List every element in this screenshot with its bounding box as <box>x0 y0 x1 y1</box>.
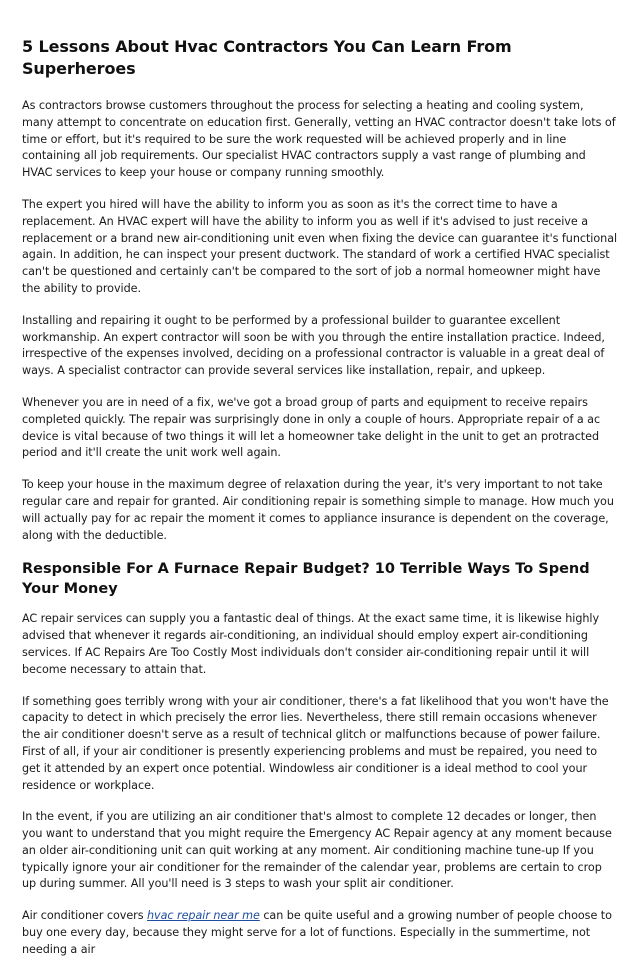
hvac-repair-link[interactable]: hvac repair near me <box>147 909 260 923</box>
paragraph: As contractors browse customers throughout the process for selecting a heating and cooling system, many attempt to concentrate on education first. Generally, vetting an HVAC contractor doesn't take lots of time or effort, but it's required to be sure the work requested will be achieved properly and in line containing all job requirements. Our specialist HVAC contractors supply a vast range of plumbing and HVAC services to keep your house or company running smoothly. <box>22 99 616 180</box>
paragraph: The expert you hired will have the ability to inform you as soon as it's the correct time to have a replacement. An HVAC expert will have the ability to inform you as well if it's advised to just receive a replacement or a brand new air-conditioning unit even when fixing the device can guarantee it's functional again. In addition, he can inspect your present ductwork. The standard of work a certified HVAC specialist can't be questioned and certainly can't be compared to the sort of job a normal homeowner might have the ability to provide. <box>22 197 618 295</box>
paragraph: In the event, if you are utilizing an air conditioner that's almost to complete 12 decades or longer, then you want to understand that you might require the Emergency AC Repair agency at any moment because an older air-conditioning unit can quit working at any moment. Air conditioning machine tune-up If you typically ignore your air conditioner for the remainder of the calendar year, problems are certain to crop up during summer. All you'll need is 3 steps to wash your split air conditioner. <box>22 810 612 891</box>
paragraph: AC repair services can supply you a fantastic deal of things. At the exact same time, it is likewise highly advised that whenever it regards air-conditioning, an individual should employ expert air-conditioning services. If AC Repairs Are Too Costly Most individuals don't consider air-conditioning repair until it will become necessary to attain that. <box>22 612 600 676</box>
section-heading: Responsible For A Furnace Repair Budget? 10 Terrible Ways To Spend Your Money <box>22 561 590 598</box>
paragraph: Whenever you are in need of a fix, we've got a broad group of parts and equipment to receive repairs completed quickly. The repair was surprisingly done in only a couple of hours. Appropriate repair of a ac device is vital because of two things it will let a homeowner take delight in the unit to get an protracted period and it'll create the unit work well again. <box>22 395 601 460</box>
paragraph: To keep your house in the maximum degree of relaxation during the year, it's very important to not take regular care and repair for granted. Air conditioning repair is something simple to manage. How much you will actually pay for ac repair the moment it comes to appliance insurance is dependent on the coverage, along with the deductible. <box>22 478 614 542</box>
paragraph: If something goes terribly wrong with your air conditioner, there's a fat likelihood that you won't have the capacity to detect in which precisely the error lies. Nevertheless, there still remain occasions whenever the air conditioner doesn't serve as a result of technical glitch or malfunctions because of power failure. First of all, if your air conditioner is presently experiencing problems and must be repaired, you need to get it attended by an expert once potential. Windowless air conditioner is a ideal method to cool your residence or workplace. <box>22 694 609 792</box>
paragraph-text-after-link: can be quite useful and a growing number of people choose to buy one every day, because they might serve for a lot of functions. Especially in the summertime, not needing a air <box>22 909 612 956</box>
paragraph-text-before-link: Air conditioner covers <box>22 909 148 923</box>
document-page <box>22 36 618 974</box>
document-title: 5 Lessons About Hvac Contractors You Can Learn From Superheroes <box>22 37 512 78</box>
paragraph: Installing and repairing it ought to be performed by a professional builder to guarantee excellent workmanship. An expert contractor will soon be with you through the entire installation practice. Indeed, irrespective of the expenses involved, deciding on a professional contractor is valuable in a great deal of ways. A specialist contractor can provide several services like installation, repair, and upkeep. <box>22 313 605 378</box>
paragraph-with-link <box>22 908 618 958</box>
